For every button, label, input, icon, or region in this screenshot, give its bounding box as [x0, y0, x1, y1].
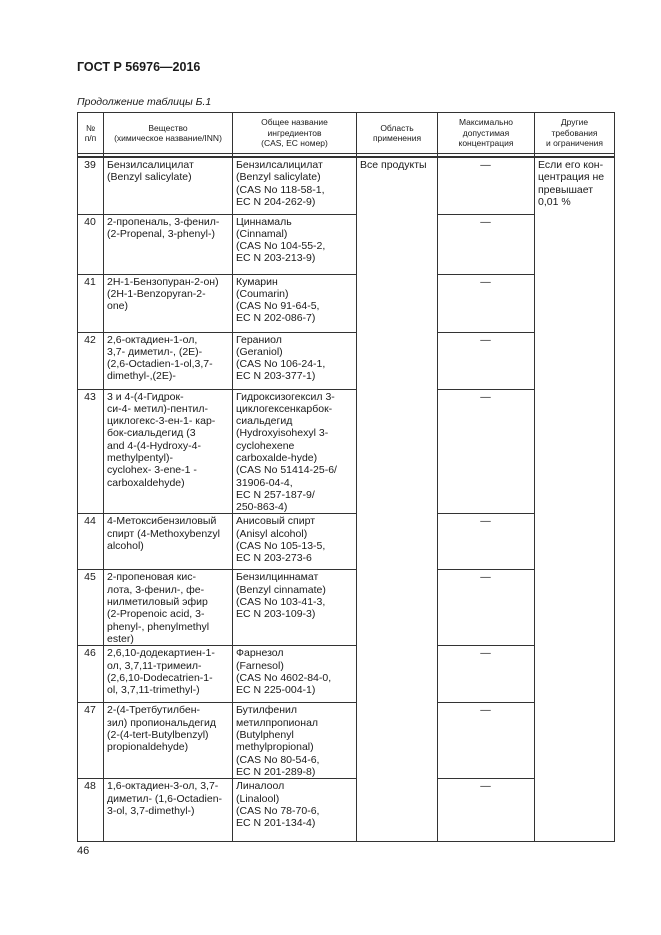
substance-name: 4-Метоксибензиловый спирт (4-Methoxybenzyl alcohol)	[104, 514, 233, 570]
row-number: 43	[78, 389, 104, 514]
table-caption: Продолжение таблицы Б.1	[77, 96, 212, 108]
max-concentration: —	[438, 703, 535, 779]
max-concentration: —	[438, 157, 535, 214]
ingredient-name: Гидроксизогексил 3- циклогексенкарбок- сиальдегид (Hydroxyisohexyl 3- cyclohexene carboxalde-hyde) (CAS No 51414-25-6/ 31906-04-4, EC N 257-187-9/ 250-863-4)	[233, 389, 357, 514]
table-body	[78, 157, 615, 842]
max-concentration: —	[438, 646, 535, 703]
column-header-scope: Область применения	[357, 113, 438, 154]
column-header-max-concentration: Максимально допустимая концентрация	[438, 113, 535, 154]
row-number: 39	[78, 157, 104, 214]
ingredient-name: Циннамаль (Cinnamal) (CAS No 104-55-2, EC N 203-213-9)	[233, 214, 357, 274]
substance-name: 2-(4-Третбутилбен- зил) пропиональдегид (2-(4-tert-Butylbenzyl) propionaldehyde)	[104, 703, 233, 779]
row-number: 45	[78, 570, 104, 646]
max-concentration: —	[438, 214, 535, 274]
substance-name: 2,6-октадиен-1-ол, 3,7- диметил-, (2E)- (2,6-Octadien-1-ol,3,7- dimethyl-,(2E)-	[104, 332, 233, 389]
max-concentration: —	[438, 514, 535, 570]
max-concentration: —	[438, 570, 535, 646]
ingredient-name: Кумарин (Coumarin) (CAS No 91-64-5, EC N 202-086-7)	[233, 274, 357, 332]
table-row	[78, 570, 615, 646]
table-row	[78, 157, 615, 214]
column-header-substance: Вещество (химическое название/INN)	[104, 113, 233, 154]
table-row	[78, 274, 615, 332]
column-header-number: № п/п	[78, 113, 104, 154]
ingredient-name: Фарнезол (Farnesol) (CAS No 4602-84-0, EC N 225-004-1)	[233, 646, 357, 703]
ingredient-name: Анисовый спирт (Anisyl alcohol) (CAS No 105-13-5, EC N 203-273-6	[233, 514, 357, 570]
ingredient-name: Бутилфенил метилпропионал (Butylphenyl methylpropional) (CAS No 80-54-6, EC N 201-289-8)	[233, 703, 357, 779]
max-concentration: —	[438, 274, 535, 332]
substance-name: 3 и 4-(4-Гидрок- си-4- метил)-пентил- циклогекс-3-ен-1- кар- бок-сиальдегид (3 and 4-(4-Hydroxy-4- methylpentyl)- cyclohex- 3-ene-1 - carboxaldehyde)	[104, 389, 233, 514]
substance-name: 2-пропеновая кис- лота, 3-фенил-, фе- нилметиловый эфир (2-Propenoic acid, 3- phenyl-, phenylmethyl ester)	[104, 570, 233, 646]
other-requirements-cell: Если его кон- центрация не превышает 0,01 %	[535, 157, 615, 842]
ingredient-name: Гераниол (Geraniol) (CAS No 106-24-1, EC N 203-377-1)	[233, 332, 357, 389]
ingredient-name: Линалоол (Linalool) (CAS No 78-70-6, EC N 201-134-4)	[233, 779, 357, 842]
ingredient-name: Бензилциннамат (Benzyl cinnamate) (CAS No 103-41-3, EC N 203-109-3)	[233, 570, 357, 646]
row-number: 40	[78, 214, 104, 274]
row-number: 47	[78, 703, 104, 779]
row-number: 42	[78, 332, 104, 389]
row-number: 48	[78, 779, 104, 842]
substance-name: 2-пропеналь, 3-фенил- (2-Propenal, 3-phenyl-)	[104, 214, 233, 274]
column-header-ingredient: Общее название ингредиентов (CAS, EC номер)	[233, 113, 357, 154]
row-number: 44	[78, 514, 104, 570]
column-header-other-requirements: Другие требования и ограничения	[535, 113, 615, 154]
table-header-row	[78, 113, 615, 154]
page-number: 46	[77, 845, 90, 857]
scope-cell: Все продукты	[357, 157, 438, 842]
table-row	[78, 214, 615, 274]
table-row	[78, 779, 615, 842]
row-number: 41	[78, 274, 104, 332]
table-row	[78, 514, 615, 570]
table-row	[78, 332, 615, 389]
max-concentration: —	[438, 779, 535, 842]
table-row	[78, 646, 615, 703]
substance-name: 2,6,10-додекартиен-1- ол, 3,7,11-тримеил- (2,6,10-Dodecatrien-1- ol, 3,7,11-trimethyl-)	[104, 646, 233, 703]
ingredient-name: Бензилсалицилат (Benzyl salicylate) (CAS No 118-58-1, EC N 204-262-9)	[233, 157, 357, 214]
substance-name: 1,6-октадиен-3-ол, 3,7- диметил- (1,6-Octadien- 3-ol, 3,7-dimethyl-)	[104, 779, 233, 842]
document-title: ГОСТ Р 56976—2016	[77, 60, 201, 74]
substance-name: 2Н-1-Бензопуран-2-он) (2Н-1-Benzopyran-2- one)	[104, 274, 233, 332]
max-concentration: —	[438, 332, 535, 389]
ingredients-table	[77, 112, 615, 842]
row-number: 46	[78, 646, 104, 703]
table-row	[78, 389, 615, 514]
substance-name: Бензилсалицилат (Benzyl salicylate)	[104, 157, 233, 214]
max-concentration: —	[438, 389, 535, 514]
table-row	[78, 703, 615, 779]
